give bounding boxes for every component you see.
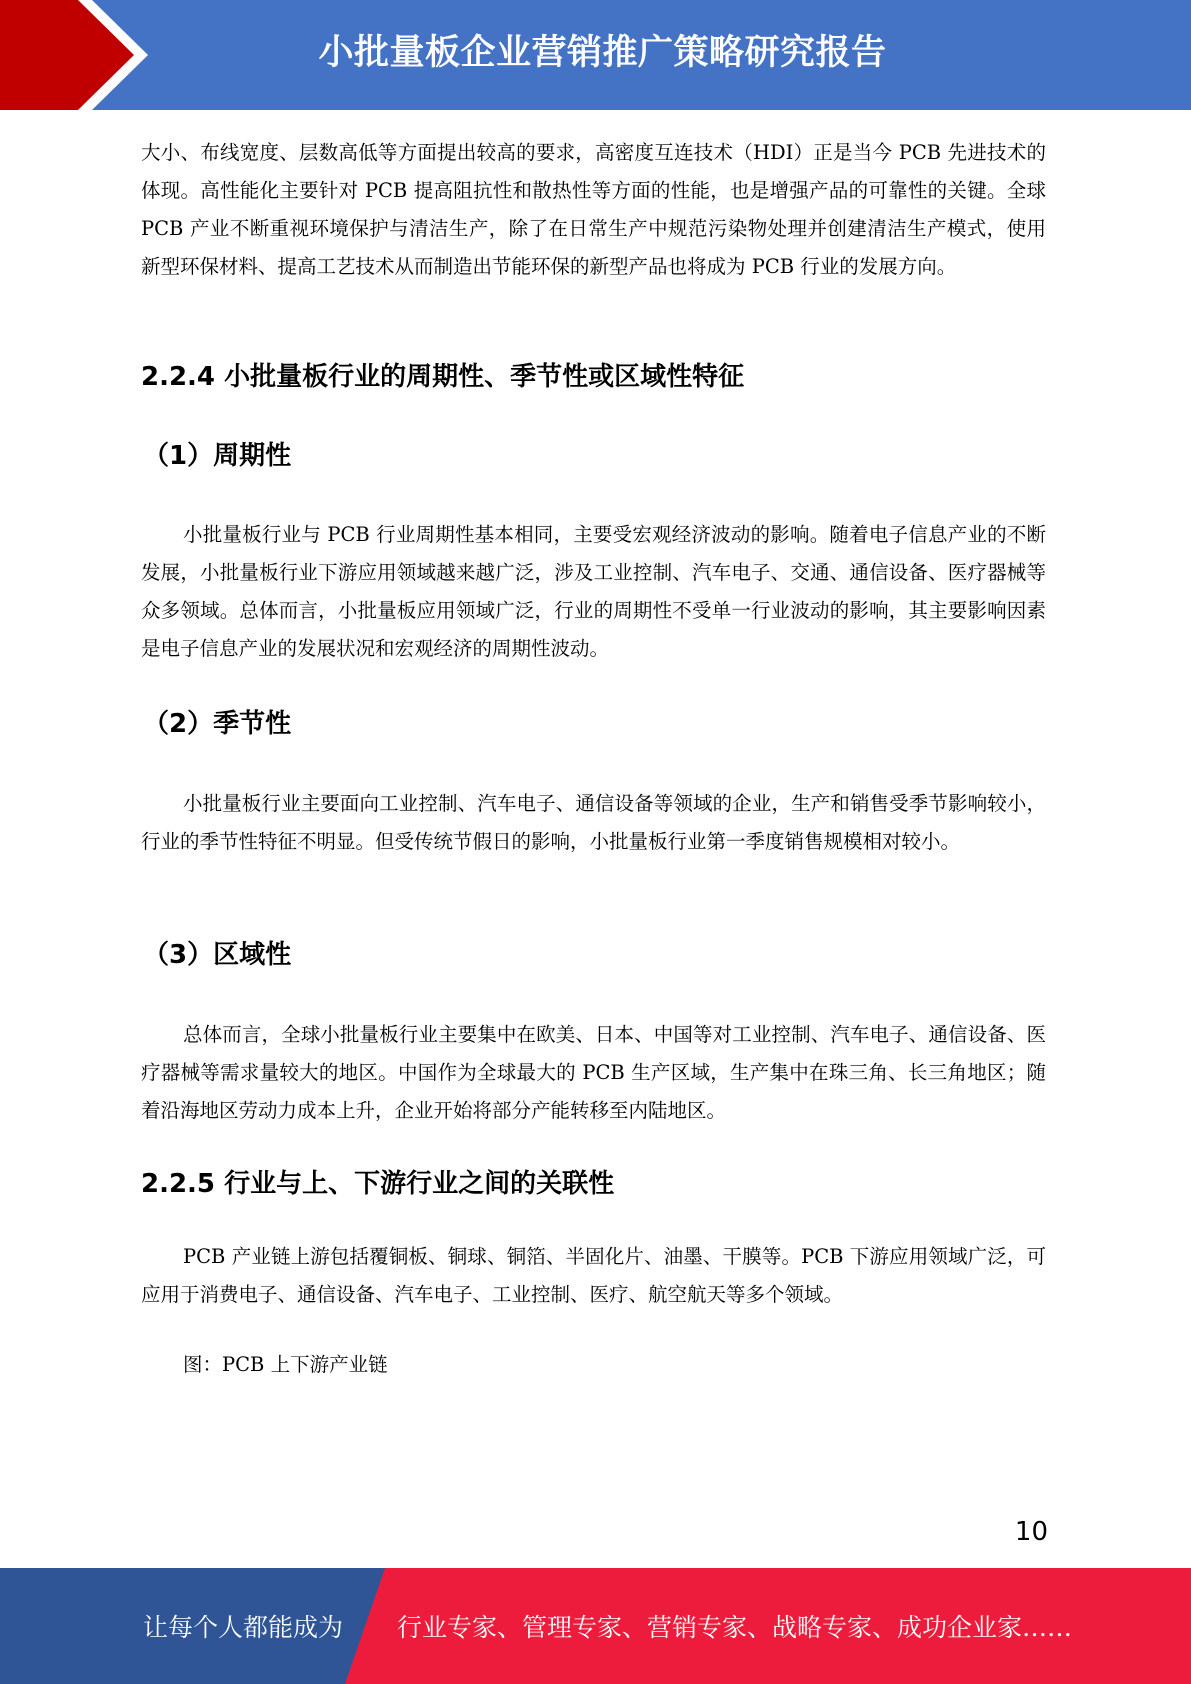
seasonality-paragraph: 小批量板行业主要面向工业控制、汽车电子、通信设备等领域的企业，生产和销售受季节影响较小，行业的季节性特征不明显。但受传统节假日的影响，小批量板行业第一季度销售规模相对较小。 bbox=[141, 792, 1046, 853]
section-2-2-5-heading: 2.2.5 行业与上、下游行业之间的关联性 bbox=[141, 1169, 615, 1199]
supply-chain-paragraph: PCB 产业链上游包括覆铜板、铜球、铜箔、半固化片、油墨、干膜等。PCB 下游应用领域广泛，可应用于消费电子、通信设备、汽车电子、工业控制、医疗、航空航天等多个领域。 bbox=[141, 1245, 1046, 1306]
intro-paragraph: 大小、布线宽度、层数高低等方面提出较高的要求，高密度互连技术（HDI）正是当今 PCB 先进技术的体现。高性能化主要针对 PCB 提高阻抗性和散热性等方面的性能，也是增强产品的可靠性的关键。全球 PCB 产业不断重视环境保护与清洁生产，除了在日常生产中规范污染物处理并创建清洁生产模式，使用新型环保材料、提高工艺技术从而制造出节能环保的新型产品也将成为 PCB 行业的发展方向。 bbox=[141, 141, 1046, 278]
page-number: 10 bbox=[1014, 1517, 1048, 1547]
footer-slogan-right: 行业专家、管理专家、营销专家、战略专家、成功企业家…… bbox=[397, 1613, 1073, 1642]
regionality-heading: （3）区域性 bbox=[143, 940, 292, 970]
footer-slogan-left: 让每个人都能成为 bbox=[143, 1613, 344, 1642]
report-title: 小批量板企业营销推广策略研究报告 bbox=[318, 33, 887, 73]
periodicity-heading: （1）周期性 bbox=[143, 441, 292, 471]
section-2-2-4-heading: 2.2.4 小批量板行业的周期性、季节性或区域性特征 bbox=[141, 362, 745, 392]
regionality-paragraph: 总体而言，全球小批量板行业主要集中在欧美、日本、中国等对工业控制、汽车电子、通信设备、医疗器械等需求量较大的地区。中国作为全球最大的 PCB 生产区域，生产集中在珠三角、长三角地区；随着沿海地区劳动力成本上升，企业开始将部分产能转移至内陆地区。 bbox=[141, 1023, 1046, 1122]
page-header bbox=[0, 0, 1191, 110]
seasonality-heading: （2）季节性 bbox=[143, 709, 292, 739]
page-footer bbox=[0, 1568, 1191, 1684]
figure-caption: 图：PCB 上下游产业链 bbox=[183, 1353, 388, 1376]
periodicity-paragraph: 小批量板行业与 PCB 行业周期性基本相同，主要受宏观经济波动的影响。随着电子信息产业的不断发展，小批量板行业下游应用领域越来越广泛，涉及工业控制、汽车电子、交通、通信设备、医疗器械等众多领域。总体而言，小批量板应用领域广泛，行业的周期性不受单一行业波动的影响，其主要影响因素是电子信息产业的发展状况和宏观经济的周期性波动。 bbox=[141, 523, 1046, 660]
